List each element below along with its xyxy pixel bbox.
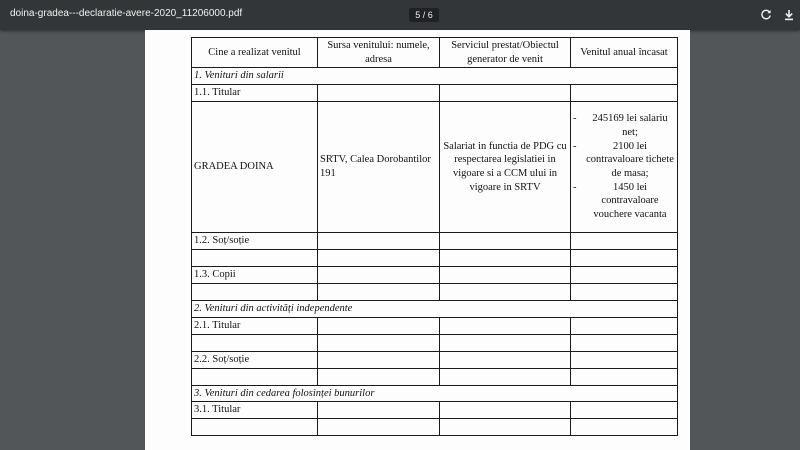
row-label: 2.2. Soț/soție [192,351,318,368]
table-row [192,368,678,385]
income-item: - 245169 lei salariu net; [573,112,675,139]
header-annual-income: Venitul anual încasat [571,38,678,68]
table-row [192,266,678,283]
rotate-icon[interactable] [757,6,775,24]
income-item: - 1450 lei contravaloare vouchere vacanta [573,181,675,222]
table-row [192,402,678,419]
row-label: 3.1. Titular [192,402,318,419]
table-header-row [192,38,678,68]
header-service: Serviciul prestat/Obiectul generator de venit [440,38,571,68]
download-icon[interactable] [780,6,798,24]
table-row [192,232,678,249]
income-person: GRADEA DOINA [192,101,318,232]
section-property-use: 3. Venituri din cedarea folosinței bunurilor [192,385,678,402]
table-row [192,101,678,232]
income-service: Salariat in functia de PDG cu respectarea legislatiei in vigoare si a CCM ului in vigoare in SRTV [440,101,571,232]
pdf-page [145,30,690,450]
page-indicator[interactable]: 5 / 6 [409,8,439,22]
table-row [192,419,678,436]
table-row [192,249,678,266]
document-title: doina-gradea---declaratie-avere-2020_11206000.pdf [10,8,243,19]
section-salaries: 1. Venituri din salarii [192,68,678,85]
section-row [192,68,678,85]
table-row [192,334,678,351]
table-row [192,317,678,334]
income-item: - 2100 lei contravaloare tichete de masa; [573,140,675,181]
pdf-toolbar [0,0,800,30]
income-table [191,37,678,436]
table-row [192,84,678,101]
section-row [192,300,678,317]
header-who: Cine a realizat venitul [192,38,318,68]
row-label: 1.1. Titular [192,84,318,101]
section-row [192,385,678,402]
section-independent: 2. Venituri din activități independente [192,300,678,317]
header-source: Sursa venitului: numele, adresa [318,38,440,68]
table-row [192,351,678,368]
table-row [192,283,678,300]
income-amounts [571,101,678,232]
income-source: SRTV, Calea Dorobantilor 191 [318,101,440,232]
row-label: 1.2. Soț/soție [192,232,318,249]
row-label: 1.3. Copii [192,266,318,283]
row-label: 2.1. Titular [192,317,318,334]
